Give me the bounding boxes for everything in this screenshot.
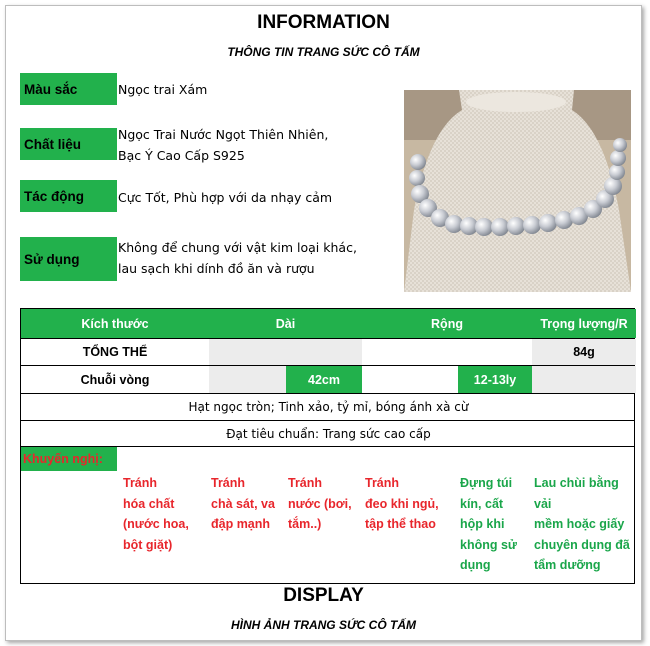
row-necklace-weight [532,366,636,393]
recommend-line: hóa chất [123,496,175,511]
header-length: Dài [209,309,362,338]
recommend-storage [460,473,517,576]
recommend-line: nước (bơi, [288,496,352,511]
spec-value-line: Ngọc trai Xám [118,82,208,97]
row-necklace-length: 42cm [286,366,362,393]
gray-filler [209,366,286,393]
header-weight: Trọng lượng/R [532,309,636,338]
recommend-sleep [365,473,439,535]
spec-label-usage: Sử dụng [20,237,117,281]
spec-label-effect: Tác động [20,180,117,212]
spec-value-color [118,79,207,100]
info-subtitle: THÔNG TIN TRANG SỨC CÔ TẤM [227,45,420,59]
display-title: DISPLAY [283,585,364,606]
recommend-line: hộp khi [460,517,505,531]
spec-value-material [118,124,328,166]
recommend-water [288,473,352,535]
spec-label-material: Chất liệu [20,128,117,160]
recommend-line: mềm hoặc giấy [534,517,625,531]
recommend-line: (nước hoa, [123,517,189,531]
size-table [20,308,635,584]
recommend-label: Khuyến nghị: [21,447,117,471]
recommend-line: bột giặt) [123,537,173,552]
display-subtitle: HÌNH ẢNH TRANG SỨC CÔ TẤM [230,618,417,632]
spec-value-line: Không để chung với vật kim loại khác, [118,240,357,255]
recommend-line: Tránh [211,476,246,490]
recommend-line: đeo khi ngủ, [365,496,439,511]
spec-label-color: Màu sắc [20,73,117,105]
row-total-weight: 84g [532,339,636,365]
recommend-line: Tránh [123,476,158,490]
recommend-line: dụng [460,558,491,572]
row-necklace-width: 12-13ly [458,366,532,393]
recommend-line: tắm..) [288,517,322,531]
note-pearl: Hạt ngọc tròn; Tinh xảo, tỷ mỉ, bóng ánh xà cừ [188,400,469,414]
recommend-line: Lau chùi bằng vải [534,476,619,511]
spec-value-line: Bạc Ý Cao Cấp S925 [118,148,245,163]
spec-value-effect [118,187,332,208]
recommend-line: Tránh [288,476,323,490]
recommend-line: Tránh [365,476,400,490]
recommend-line: tẩm dưỡng [534,558,601,572]
recommend-line: chà sát, va [211,496,275,511]
note-standard: Đạt tiêu chuẩn: Trang sức cao cấp [226,426,431,441]
recommend-line: không sử [460,537,517,552]
spec-value-usage [118,237,357,279]
recommend-chemicals [123,473,189,555]
recommend-friction [211,473,275,535]
row-total-name: TỔNG THỂ [82,345,148,359]
spec-value-line: Cực Tốt, Phù hợp với da nhạy cảm [118,190,333,205]
recommend-line: kín, cất [460,496,504,511]
recommend-cleaning [534,473,634,576]
header-size: Kích thước [21,309,209,338]
row-total-length [209,339,362,365]
row-total-width [362,339,532,365]
recommend-line: chuyên dụng đã [534,537,630,552]
header-width: Rộng [362,309,532,338]
pearl-necklace-photo [404,90,631,292]
recommend-line: đập mạnh [211,517,271,531]
recommend-line: tập thể thao [365,517,436,531]
spec-value-line: lau sạch khi dính đồ ăn và rượu [118,261,315,276]
spec-value-line: Ngọc Trai Nước Ngọt Thiên Nhiên, [118,127,329,142]
info-title: INFORMATION [257,12,390,33]
recommend-line: Đựng túi [460,476,513,490]
row-necklace-name: Chuỗi vòng [80,372,150,387]
info-sheet [5,5,642,641]
